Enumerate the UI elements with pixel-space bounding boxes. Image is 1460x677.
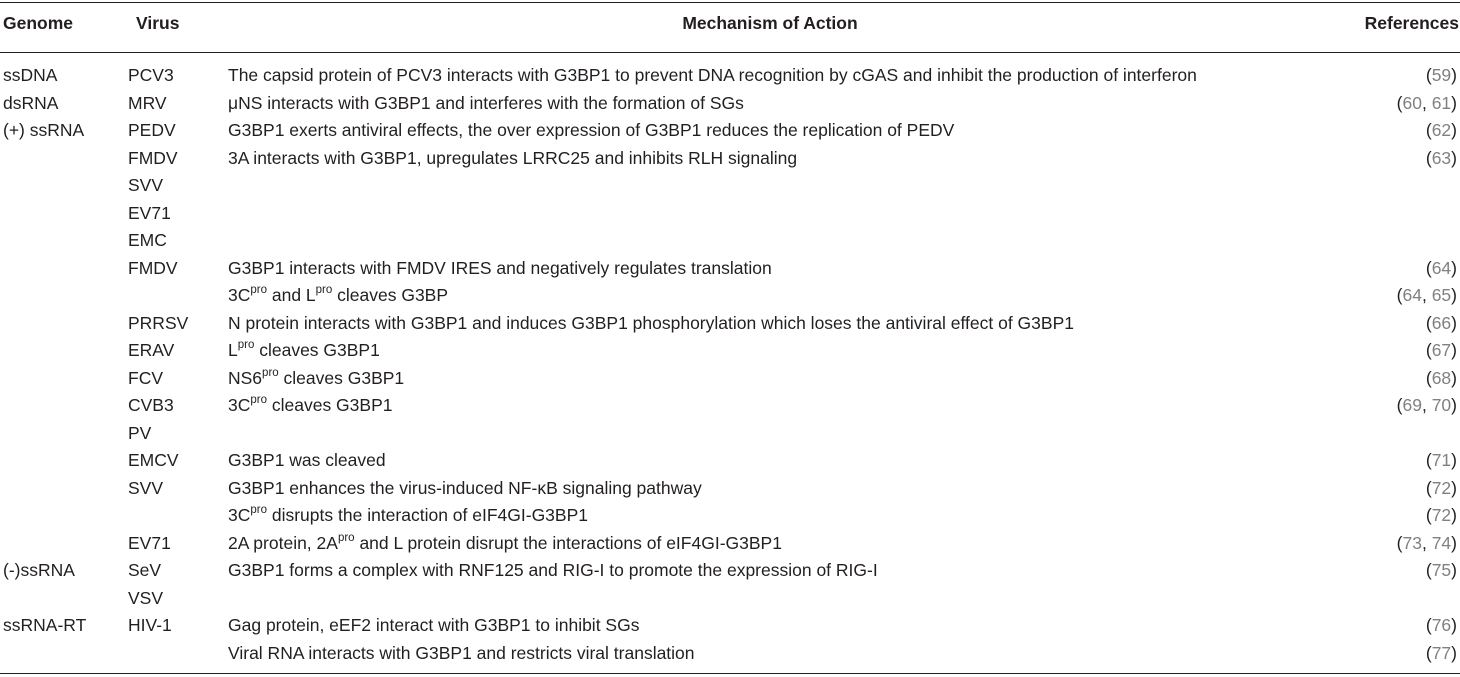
reference-link[interactable]: 61 [1431,92,1452,113]
cell-virus: MRV [128,92,167,113]
cell-mechanism: $3C^{pro}$ and $L^{pro}$ cleaves G3BP [228,284,449,305]
table-row [0,145,1460,173]
cell-virus: EV71 [128,202,171,223]
reference-link[interactable]: 65 [1431,285,1452,305]
cell-references: (72) [1425,505,1457,525]
cell-references: (66) [1425,312,1457,333]
table-row [0,227,1460,255]
cell-virus: PRRSV [128,312,189,333]
reference-link[interactable]: 64 [1431,257,1452,278]
cell-mechanism: G3BP1 forms a complex with RNF125 and RIG-I to promote the expression of RIG-I [228,560,878,580]
cell-genome: ssDNA [3,65,58,85]
table-top-rule [0,2,1460,3]
cell-references: (62) [1425,120,1457,140]
table-row [0,282,1460,310]
reference-link[interactable]: 72 [1431,505,1452,525]
cell-references: (63) [1425,147,1457,168]
table-header [0,13,1460,41]
table-row [0,530,1460,558]
cell-virus: SVV [128,477,164,498]
cell-virus: SeV [128,560,162,580]
table-body [0,62,1460,667]
reference-link[interactable]: 71 [1431,450,1452,470]
header-references: References [1364,13,1459,33]
reference-link[interactable]: 75 [1431,560,1452,580]
cell-virus: PEDV [128,120,176,140]
cell-references: (72) [1425,477,1457,498]
cell-mechanism: Gag protein, eEF2 interact with G3BP1 to inhibit SGs [228,615,640,635]
cell-references: (71) [1425,450,1457,470]
cell-mechanism: $L^{pro}$ cleaves G3BP1 [228,339,380,360]
cell-references: (64, 65) [1396,285,1457,305]
table-row [0,447,1460,475]
cell-virus: ERAV [128,340,175,360]
reference-link[interactable]: 76 [1431,615,1452,635]
cell-virus: PCV3 [128,65,174,85]
cell-genome: (+) ssRNA [3,120,85,140]
cell-genome: (-)ssRNA [3,560,75,580]
header-genome: Genome [3,13,74,33]
table-row [0,475,1460,503]
table-row [0,612,1460,640]
table-row [0,585,1460,613]
reference-link[interactable]: 68 [1431,367,1452,388]
cell-references: (60, 61) [1396,92,1457,113]
cell-references: (64) [1425,257,1457,278]
cell-references: (73, 74) [1396,532,1457,553]
cell-virus: SVV [128,175,164,195]
cell-virus: CVB3 [128,395,174,415]
cell-references: (77) [1425,642,1457,663]
cell-references: (76) [1425,615,1457,635]
cell-virus: EMC [128,230,167,250]
cell-mechanism: G3BP1 exerts antiviral effects, the over expression of G3BP1 reduces the replication of PEDV [228,120,955,140]
reference-link[interactable]: 70 [1431,395,1452,415]
table-bottom-rule [0,673,1460,674]
cell-mechanism: G3BP1 enhances the virus-induced NF-κB signaling pathway [228,477,702,498]
header-mechanism: Mechanism of Action [682,13,858,33]
header-virus: Virus [136,13,180,33]
cell-genome: dsRNA [3,92,59,113]
cell-mechanism: 3A interacts with G3BP1, upregulates LRRC25 and inhibits RLH signaling [228,147,798,168]
cell-mechanism: $3C^{pro}$ disrupts the interaction of eIF4GI-G3BP1 [228,504,588,525]
cell-mechanism: 2A protein, $2A^{pro}$ and L protein disrupt the interactions of eIF4GI-G3BP1 [228,531,782,553]
table-row [0,255,1460,283]
header-rule [0,52,1460,53]
cell-mechanism: Viral RNA interacts with G3BP1 and restricts viral translation [228,642,695,663]
cell-virus: FMDV [128,147,178,168]
table-row [0,392,1460,420]
cell-genome: ssRNA-RT [3,615,87,635]
cell-mechanism: The capsid protein of PCV3 interacts with G3BP1 to prevent DNA recognition by cGAS and inhibit the production of interferon [228,65,1197,85]
cell-mechanism: G3BP1 interacts with FMDV IRES and negatively regulates translation [228,257,772,278]
cell-references: (68) [1425,367,1457,388]
cell-references: (59) [1425,65,1457,85]
table-row [0,62,1460,90]
cell-mechanism: $3C^{pro}$ cleaves G3BP1 [228,394,393,415]
reference-link[interactable]: 66 [1431,312,1452,333]
reference-link[interactable]: 73 [1402,532,1422,553]
cell-mechanism: μNS interacts with G3BP1 and interferes with the formation of SGs [228,92,744,113]
table-row [0,117,1460,145]
cell-references: (69, 70) [1396,395,1457,415]
table-row [0,200,1460,228]
reference-link[interactable]: 72 [1431,477,1452,498]
cell-virus: PV [128,422,152,443]
cell-references: (67) [1425,340,1457,360]
reference-link[interactable]: 64 [1402,285,1422,305]
cell-mechanism: G3BP1 was cleaved [228,450,386,470]
cell-virus: FCV [128,367,163,388]
reference-link[interactable]: 74 [1431,532,1452,553]
table-row [0,365,1460,393]
table-row [0,172,1460,200]
table-row [0,90,1460,118]
reference-link[interactable]: 63 [1431,147,1452,168]
reference-link[interactable]: 77 [1431,642,1452,663]
cell-mechanism: $NS6^{pro}$ cleaves G3BP1 [228,366,405,388]
table-row [0,337,1460,365]
table-row [0,502,1460,530]
cell-virus: EV71 [128,532,171,553]
table-row [0,557,1460,585]
cell-virus: HIV-1 [128,615,172,635]
table-row [0,640,1460,668]
reference-link[interactable]: 60 [1402,92,1422,113]
reference-link[interactable]: 62 [1431,120,1452,140]
reference-link[interactable]: 59 [1431,65,1452,85]
cell-mechanism: N protein interacts with G3BP1 and induces G3BP1 phosphorylation which loses the antiviral effect of G3BP1 [228,312,1074,333]
reference-link[interactable]: 69 [1402,395,1422,415]
reference-link[interactable]: 67 [1431,340,1452,360]
table-row [0,420,1460,448]
cell-virus: VSV [128,587,164,608]
cell-virus: EMCV [128,450,179,470]
cell-references: (75) [1425,560,1457,580]
cell-virus: FMDV [128,257,178,278]
table-row [0,310,1460,338]
